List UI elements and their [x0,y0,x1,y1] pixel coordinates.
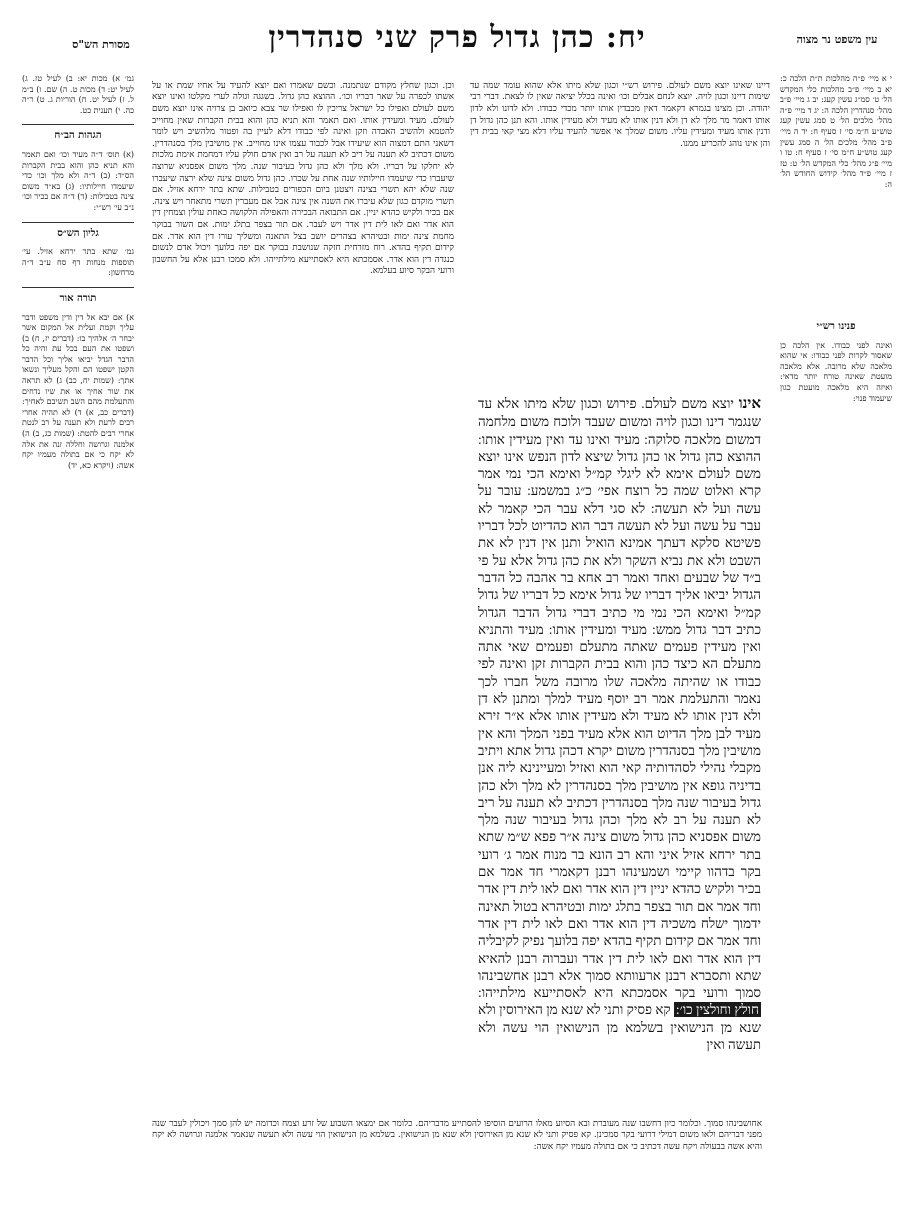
ein-mishpat-text: י א מיי׳ פ״ה מהלכות ת״ת הלכה כ: יא ב מיי׳ פ״ב מהלכות כלי המקדש הל׳ ט׳ סמ״ג עשין קעג: יב ג מיי׳ פ״ב מהל׳ סנהדרין הלכה ה: יג ד מיי׳ פ״ה מהל׳ מלכים הל׳ ט סמג עשין קעג טוש״ע ח״מ סי׳ ז סעיף ח: יד ה מיי׳ פ״ב מהל׳ מלכים הל׳ ה סמג עשין קעג טוש״ע ח״מ סי׳ ז סעיף ח: טו ו מיי׳ פ״ג מהל׳ כלי המקדש הל׳ ט: טז ז מיי׳ פ״ד מהל׳ קידוש החודש הל׳ ה: [780,74,892,189]
gemara-text-block [478,395,761,1168]
divider [22,287,134,288]
hagahot-title: הגהות הב״ח [54,130,102,142]
page-title: יח: כהן גדול פרק שני סנהדרין [268,20,646,55]
tosafot-text: וכן. וכגון שחלץ מקודם שנתמנה. וכשם שאמרו ואם יוצא להעיד על אחיו שמת או על אשתו לכפרה על שאר דבריו וכו׳. ההוצא כהן גדול. בשגגה וגולה לערי מקלטו ואינו יוצא משם לעולם ואפילו כל ישראל צריכין לו ואפילו שר צבא כיואב בן צרויה אינו יוצא משם לעולם. מעיד ומעידין אותו. ואם תאמר והא תניא כהן והוא בבית הקברות שאין מחוייב להטמא ולהשיב האבדה וזקן ואינה לפי כבודו דלא לעיין בה ופטור מלהשיב ויש לומר דשאני התם דמצוה הוא שיעידו אבל לכבוד עצמו אינו מחוייב. אין מושיבין מלך בסנהדרין. משום דכתיב לא תענה על ריב לא תענה על רב ואין אדם חולק עליו דמחמת אימת מלכות לא יחלקו על דבריו. ולא מלך ולא כהן גדול בעיבור שנה. מלך משום אפסניא שרוצה שיעברו כדי שיעמדו חיילותיו שנה אחת על שכרו. כהן גדול משום צינה שלא ירצה שיעברו שנה שלא יהא תשרי בצינה ויצטנן ביום הכפורים בטבילות. שתא בתר ירחא אזיל. אם תשרי מוקדם כגון שלא עיברו את השנה אין צינה אבל אם מעברין תשרי מתאחר ויש צינה. אם בכיר ולקיש כהדא יניין. אם התבואה הבכירה והאפילה הלקושה כאחת עולין וצמחין דין הוא אדר ואם לאו לית דין אדר ויש לעבר. אם תור בצפר בתלג ימות. אם השור בבוקר מחמת צינה ימות ובטיהרא בצהרים יושב בצל התאנה ומשליך עורו דין הוא אדר. אם קידום תקיף בהדא. רוח מזרחית חזקה שנושבת בבוקר אם יפה בלועך ויכול אדם לנשום כנגדה דין הוא אדר. אסמכתא היא לאסתייעא מילתייהו. ולא סמכו רבנן אלא על החשבון ורועי הבקר סיוע בעלמא. [152,80,454,277]
bottom-text: אחושבינהו סמוך. וכלומר כיון דחשבו שנה מעוברת ובא הסיוע מאלו הרועים הוסיפו להסתייע מדבריהם. כלומר אם ימצאו השבוע של זרע וצמח וכדומה יש להן סמך ויכולין לעבר שנה מפני דבריהם ולאו משום דמילי דרועי בקר סמכינן. קא פסיק ותני לא שנא מן האירוסין ולא שנא מן הנישואין. בשלמא מן הנישואין הוי עשה ולא תעשה שנאמר אלמנה וגרושה לא יקח והיא אשה בבעולה ויקח עשה דכתיב כי אם בתולה מעמיו יקח אשה: [152,1118,762,1152]
torah-or-text: א) אם יבא אל דין ודין משפט ודבר עליך וקמת ועלית אל המקום אשר יבחר ה׳ אלהיך בו: (דברים יז, ח) ב) ושפטו את העם בכל עת והיה כל הדבר הגדל יביאו אליך וכל הדבר הקטן ישפטו הם והקל מעליך ונשאו אתך: (שמות יח, כב) ג) לא תראה את שור אחיך או את שיו נדחים והתעלמת מהם השב תשיבם לאחיך: (דברים כב, א) ד) לא תהיה אחרי רבים לרעת ולא תענה על רב לנטת אחרי רבים להטת: (שמות כג, ב) ה) אלמנה וגרושה וחללה זנה את אלה לא יקח כי אם בתולה מעמיו יקח אשה: (ויקרא כא, יד) [22,312,134,470]
masoret-label: מסורת הש"ס [72,38,130,51]
highlighted-phrase: חולץ וחולצין כו׳: [675,1002,759,1018]
rashi-side-text: ואינה לפני כבודו. אין הלכה כן שאסור לקרות לפני כבודו: אי שהוא מלאכה שלא מרובה. אלא מלאכה מועטת שאינה טורח יותר מדאי: ואיזה היא מלאכה מועטת כגון שיעמוד פנוי: [780,340,892,403]
masoret-text: גמ׳ א) מכות יא: ב) לעיל טז. ג) לעיל יט: ד) מכות ט. ה) שם. ו) ב״מ ל. ז) לעיל יט. ח) הוריות ג. ט) ר״ה כה. י) תענית כט. [22,74,134,115]
gemara-body: יוצא משם לעולם. פירוש וכגון שלא מיתו אלא עד שנגמר דינו וכגון לויה ומשום שעבד ולוכח משום מלחמה דמשום מלאכה סלוקה: מעיד ואינו עד ואין מעידין אותו: ההוצא כהן גדול או כהן גדול שיצא לדון הנפש אינו יוצא משם לעולם אימא לא ליגלי קמ״ל ואימא הכי נמי אמר קרא ואלוט שמה כל רוצח אפי׳ כ״ג במשמע: עובר על עשה ועל לא תעשה: לא סגי דלא עבר הכי קאמר לא עבר על עשה ועל לא תעשה דבר הוא כהדיוט לכל דבריו פשיטא סלקא דעתך אמינא הואיל ותנן אין דנין לא את השבט ולא את נביא השקר ולא את כהן גדול אלא על פי ב״ד של שבעים ואחד ואמר רב אחא בר אהבה כל הדבר הגדול יביאו אליך דבריו של גדול אימא כל דבריו של גדול קמ״ל ואימא הכי נמי מי כתיב דברי גדול הדבר הגדול כתיב דבר גדול ממש: מעיד ומעידין אותו: מעיד והתניא ואין מעידין פעמים שאתה מתעלם ופעמים שאי אתה מתעלם הא כיצד כהן והוא בבית הקברות זקן ואינה לפי כבודו או שהיתה מלאכה שלו מרובה משל חברו לכך נאמר והתעלמת אמר רב יוסף מעיד למלך ומתנן לא דן ולא דנין אותו לא מעיד ולא מעידין אותו אלא א״ר זירא מעיד לבן מלך הדיוט הוא אלא מעיד בפני המלך והא אין מושיבין מלך בסנהדרין משום יקרא דכהן גדול אתא ויתיב מקבלי נהילי לסהדותיה קאי הוא ואזיל ומעיינינא ליה אנן בדיניה גופא אין מושיבין מלך בסנהדרין לא מלך ולא כהן גדול בעיבור שנה מלך בסנהדרין דכתיב לא תענה על ריב לא תענה על רב לא מלך וכהן גדול בעיבור שנה מלך משום אפסניא כהן גדול משום צינה א״ר פפא ש״מ שתא בתר ירחא אזיל איני והא רב הונא בר מנוח אמר ג׳ רועי בקר בדהוו קיימי ושמעינהו רבנן דקאמרי חד אמר אם בכיר ולקיש כהדא יניין דין הוא אדר ואם לאו לית דין אדר וחד אמר אם תור בצפר בתלג ימות ובטיהרא בטול תאינה ידמוך ישלח משכיה דין הוא אדר ואם לאו לית דין אדר וחד אמר אם קידום תקיף בהדא יפה בלועך נפיק לקיבליה דין הוא אדר ואם לאו לית דין אדר ועברוה רבנן להאיא שתא ותסברא רבנן ארעוותא סמוך אלא רבנן אחשבינהו סמוך ורועי בקר אסמכתא היא לאסתייעא מילתייהו: חולץ וחולצין כו׳: קא פסיק ותני לא שנא מן האירוסין ולא שנא מן הנישואין בשלמא מן הנישואין הוי עשה ולא תעשה ואין [478,396,761,1052]
divider [22,124,134,125]
ein-mishpat-label: עין משפט נר מצוה [796,33,878,46]
gilyon-text: גמ׳ שתא בתר ירחא אזיל. עי׳ תוספות מנחות דף סח ע״ב ד״ה מרחשון: [22,247,134,278]
bottom-commentary [152,1110,762,1200]
gilyon-title: גליון הש״ס [57,227,99,239]
divider [22,222,134,223]
hagahot-text: (א) תוס׳ ד״ה מעיד וכו׳ ואם תאמר והא תניא כהן והוא בבית הקברות הס״ד: (ב) ד״ה ולא מלך וכו׳ כדי שיעמדו חיילותיו: (ג) בא״ד משום צינה בטבילות: (ד) ד״ה אם בכיר וכו׳ נ״ב עי׳ רש״י: [22,149,134,212]
rashi-side-title: פנינו רש״י [816,322,856,332]
torah-or-title: תורה אור [59,292,97,304]
ein-mishpat-column [780,66,892,316]
rashi-side-panel [780,322,892,442]
rashi-column [470,72,770,392]
left-margin-column [22,66,134,1136]
rashi-text: דיינו שאינו יוצא משם לעולם. פירוש רש״י וכגון שלא מיתו אלא שהוא עומד שמה עד שימות דיינו וכגון לויה. יוצא לנחם אבלים וכו׳ ואינה בכלל יציאה שאין לו לצאת. דברי רבי יהודה. וכן מצינו בגמרא דקאמר דאין מכבדין אותו יותר מכדי כבודו. ולא לדונו ולא לדון אותו דאמר מר מלך לא דן ולא דנין אותו לא מעיד ולא מעידין אותו. והא תנן כהן גדול דן ודנין אותו מעיד ומעידין עליו. משום שמלך אי אפשר להעיד עליו דלא מצי קאי בבית דין והן אינו נוהג להכריע ממנו. [470,80,770,149]
gemara-lead-word: אינו [738,396,761,412]
tosafot-column [152,72,454,1152]
